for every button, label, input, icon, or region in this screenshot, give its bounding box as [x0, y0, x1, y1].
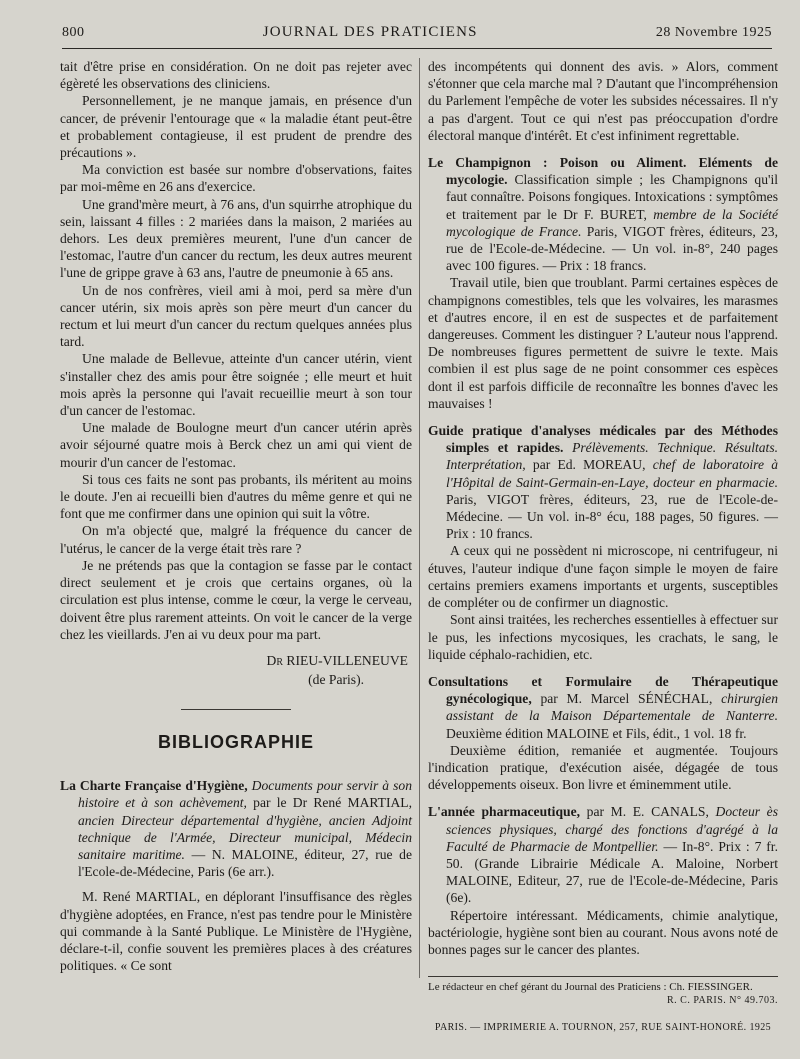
bibliography-entry: [428, 673, 778, 793]
entry-title: Le Champignon : Poison ou Aliment. Eléments de mycologie.: [428, 155, 778, 188]
paragraph: Personnellement, je ne manque jamais, en présence d'un cancer, de prévenir l'entourage que « la maladie étant peut-être et probablement contagieuse, il est prudent de prendre des précautions ».: [60, 93, 412, 161]
paragraph: Un de nos confrères, vieil ami à moi, perd sa mère d'un cancer utérin, six mois après son père meurt d'un cancer du rectum et lui meurt d'un cancer du rectum quelques années plus tard.: [60, 282, 412, 350]
journal-title: JOURNAL DES PRATICIENS: [262, 24, 478, 40]
signature-name: Dr RIEU-VILLENEUVE: [266, 652, 408, 668]
issue-date: 28 Novembre 1925: [655, 25, 772, 40]
editor-credit: [428, 981, 778, 1007]
entry-title: La Charte Française d'Hygiène,: [60, 778, 248, 794]
entry-title: Consultations et Formulaire de Thérapeutique gynécologique,: [428, 673, 778, 707]
entry-review: A ceux qui ne possèdent ni microscope, ni centrifugeur, ni étuves, l'auteur indique d'une façon simple le moyen de faire certains premiers examens importants et urgents, susceptibles de compléter ou de confirmer un diagnostic.: [428, 543, 778, 611]
entry-heading: [428, 422, 778, 542]
entry-author: par M. Marcel SÉNÉCHAL,: [540, 691, 713, 707]
entry-author-titles: membre de la Société mycologique de France.: [446, 206, 778, 239]
paragraph: des incompétents qui donnent des avis. » Alors, comment s'étonner que cela marche mal ? D'autant que l'incompréhension du Parlement l'empêche de voter les subsides nécessaires. Il n'y a pas d'argent. Tout ce qui n'est pas préoccupation d'ordre électoral manque d'intérêt. Et c'est infiniment regrettable.: [428, 59, 778, 143]
entry-review: Travail utile, bien que troublant. Parmi certaines espèces de champignons comestibles, tels que les volvaires, les marasmes et d'autres encore, il en est de suspectes et de parfaitement dangereuses. Comment les distinguer ? L'auteur nous l'apprend. De nombreuses figures permettent de suivre le texte. Mais combien il est plus sage de ne point consommer ces espèces dont il est parfois difficile de reconnaître les bonnes d'avec les mauvaises !: [428, 275, 778, 411]
bibliography-entry: [428, 422, 778, 663]
left-column: [60, 58, 412, 984]
entry-subtitle: Documents pour servir à son histoire et à son achèvement,: [78, 778, 412, 811]
paragraph: Une malade de Bellevue, atteinte d'un cancer utérin, vient s'installer chez des amis pour être soignée ; elle meurt et huit mois après la personne qui l'avait recueillie meurt à son tour d'un cancer de l'estomac.: [60, 351, 412, 419]
entry-publisher: Paris, VIGOT frères, éditeurs, 23, rue de l'Ecole-de-Médecine. — Un vol. in-8°, 240 pages avec 100 figures. — Prix : 18 francs.: [446, 223, 778, 274]
paragraph: Si tous ces faits ne sont pas probants, ils méritent au moins le doute. J'en ai recueilli bien d'autres du même genre et qui ne font que me confirmer dans une opinion qui suit la vôtre.: [60, 471, 412, 522]
entry-review: Sont ainsi traitées, les recherches essentielles à effectuer sur le pus, les infections mycosiques, les crachats, le sang, le liquide céphalo-rachidien, etc.: [428, 612, 778, 662]
page-header: [62, 24, 772, 49]
entry-heading: [60, 777, 412, 880]
right-column: [428, 58, 778, 1036]
printer-credit: PARIS. — IMPRIMERIE A. TOURNON, 257, RUE SAINT-HONORÉ. 1925: [434, 1022, 772, 1034]
section-divider: [181, 709, 291, 710]
bibliography-entry: [428, 803, 778, 958]
entry-subtitle: Prélèvements. Technique. Résultats. Interprétation,: [446, 440, 779, 473]
entry-heading: [428, 803, 778, 906]
paragraph: tait d'être prise en considération. On ne doit pas rejeter avec égèreté les observations des cliniciens.: [60, 59, 412, 92]
entry-author-titles: chef de laboratoire à l'Hôpital de Saint-Germain-en-Laye, docteur en pharmacie.: [446, 457, 778, 490]
entry-publisher: Deuxième édition MALOINE et Fils, édit., 1 vol. 18 fr.: [446, 725, 747, 741]
entry-publisher: — In-8°. Prix : 7 fr. 50. (Grande Librairie Médicale A. Maloine, Norbert MALOINE, Editeur, 27, rue de l'Ecole-de-Médecine, Paris (6e).: [446, 838, 778, 906]
paragraph: On m'a objecté que, malgré la fréquence du cancer de l'utérus, le cancer de la verge était très rare ?: [60, 523, 412, 556]
signature-city: (de Paris).: [308, 671, 364, 687]
entry-author-titles: Docteur ès sciences physiques, chargé des fonctions d'agrégé à la Faculté de Pharmacie de Montpellier.: [446, 804, 779, 854]
entry-by: par le Dr René: [253, 795, 342, 811]
entry-heading: [428, 673, 778, 742]
section-title: BIBLIOGRAPHIE: [157, 731, 314, 752]
signature: [60, 651, 412, 689]
entry-review: Deuxième édition, remaniée et augmentée. Toujours l'indication pratique, d'exécution aisée, dégagée de tous développements oiseux. Bon livre et éminemment utile.: [428, 742, 778, 793]
bibliography-entry: [60, 777, 412, 974]
entry-review: M. René MARTIAL, en déplorant l'insuffisance des règles d'hygiène adoptées, en France, n'est pas tendre pour le Ministère qui commande à la Santé Publique. Le Ministère de l'Hygiène, déclare-t-il, confie souvent les premières places à des créatures politiques. « Ce sont: [60, 889, 412, 974]
entry-review: Répertoire intéressant. Médicaments, chimie analytique, bactériologie, hygiène sont bien au courant. Nous avons noté de bonnes pages sur le cancer des plantes.: [428, 907, 778, 957]
entry-description: Classification simple ; les Champignons qu'il faut connaître. Poisons fongiques. Intoxications : symptômes et traitement par le Dr F. BURET,: [446, 172, 778, 222]
entry-title: L'année pharmaceutique,: [428, 804, 581, 820]
entry-author: MARTIAL,: [347, 795, 412, 811]
paragraph: Une grand'mère meurt, à 76 ans, d'un squirrhe atrophique du sein, laissant 4 filles : 2 mariées dans la maison, 2 mariées au dehors. Les deux premières meurent, l'une d'un cancer de l'estomac, l'autre d'un cancer du rectum, les deux autres meurent l'une de grippe grave à 63 ans, l'autre de pneumonie à 65 ans.: [60, 196, 412, 281]
entry-publisher: Paris, VIGOT frères, éditeurs, 23, rue de l'Ecole-de-Médecine. — Un vol. in-8° écu, 188 pages, 50 figures. — Prix : 10 francs.: [446, 491, 778, 542]
entry-author: par Ed. MOREAU,: [532, 457, 646, 473]
entry-author-titles: chirurgien assistant de la Maison Départementale de Nanterre.: [446, 691, 778, 724]
paragraph: Je ne prétends pas que la contagion se fasse par le contact direct seulement et je crois que certains organes, où la circulation est plus intense, comme le cœur, la verge le cerveau, doivent être plus rarement atteints. On voit le cancer de la verge chez les vieillards. J'en ai vu deux pour ma part.: [60, 557, 412, 642]
bibliography-entry: [428, 154, 778, 412]
editor-line: Le rédacteur en chef gérant du Journal des Praticiens : Ch. FIESSINGER.: [428, 981, 753, 994]
entry-title: Guide pratique d'analyses médicales par des Méthodes simples et rapides.: [428, 423, 778, 456]
entry-heading: [428, 154, 778, 274]
paragraph: Une malade de Boulogne meurt d'un cancer utérin après avoir séjourné quatre mois à Berck chez un ami qui vient de mourir d'un cancer de l'estomac.: [60, 420, 412, 470]
footer-divider: [428, 976, 778, 977]
entry-author-titles: ancien Directeur départemental d'hygiène, ancien Adjoint technique de l'Armée, Directeur municipal, Médecin sanitaire maritime.: [78, 812, 412, 862]
entry-author: par M. E. CANALS,: [586, 804, 709, 820]
registry-line: R. C. PARIS. N° 49.703.: [667, 995, 778, 1007]
page-number: 800: [62, 25, 85, 40]
paragraph: Ma conviction est basée sur nombre d'observations, faites par moi-même en 26 ans d'exercice.: [60, 162, 412, 195]
column-divider: [419, 58, 420, 978]
entry-publisher: — N. MALOINE, éditeur, 27, rue de l'Ecole-de-Médecine, Paris (6e arr.).: [78, 846, 413, 880]
